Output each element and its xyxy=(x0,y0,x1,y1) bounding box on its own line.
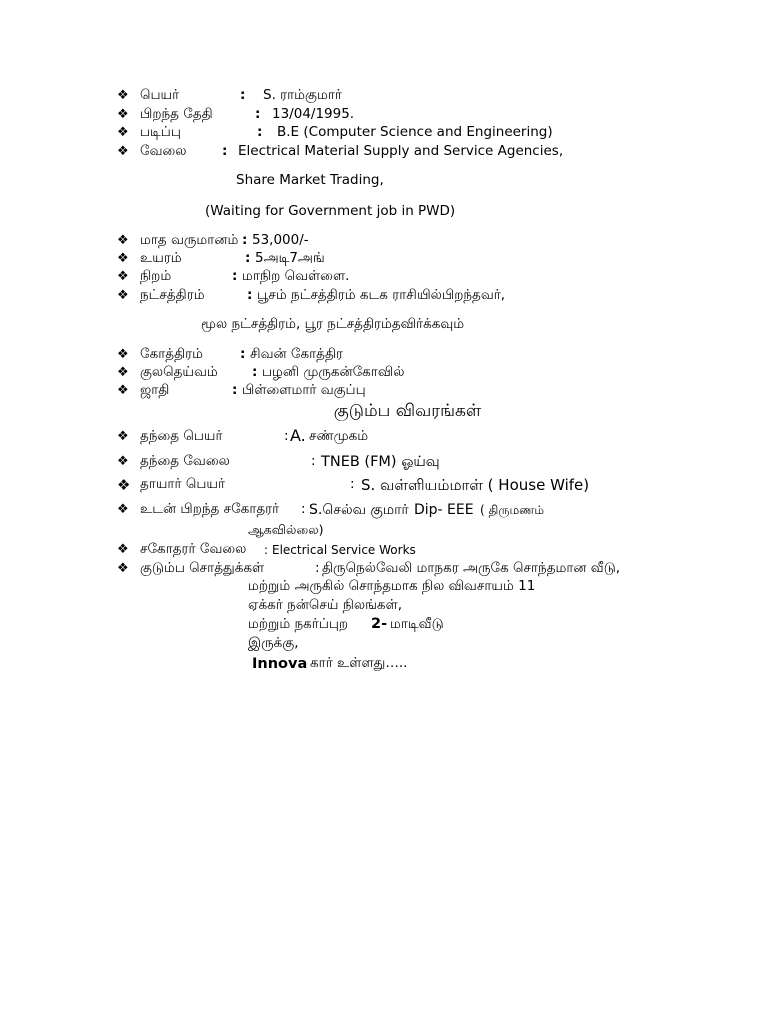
bullet-icon: ❖ xyxy=(117,347,129,362)
mother-label: தாயார் பெயர் xyxy=(140,476,226,492)
deity-value: பழனி முருகன்கோவில் xyxy=(262,364,405,380)
name-value: S. ராம்குமார் xyxy=(263,87,342,103)
colon: : xyxy=(240,346,246,362)
assets-line-3: ஏக்கர் நன்செய் நிலங்கள், xyxy=(248,597,403,613)
education-value: B.E (Computer Science and Engineering) xyxy=(277,124,553,140)
list-item xyxy=(0,478,768,496)
car-model: Innova xyxy=(252,656,308,672)
colon: : xyxy=(350,476,355,492)
job-value: Electrical Material Supply and Service Agencies, xyxy=(238,143,564,159)
brother-job-label: சகோதரர் வேலை xyxy=(140,541,247,557)
gothram-label: கோத்திரம் xyxy=(140,346,203,362)
complexion-value: மாநிற வெள்ளை. xyxy=(242,268,350,284)
star-value: பூசம் நட்சத்திரம் கடக ராசியில்பிறந்தவர், xyxy=(257,287,506,303)
list-item xyxy=(0,108,768,124)
colon: : xyxy=(247,287,253,303)
colon: : xyxy=(232,382,238,398)
colon: : xyxy=(240,87,246,103)
gothram-value: சிவன் கோத்திர xyxy=(250,346,343,362)
bullet-icon: ❖ xyxy=(117,454,129,469)
colon: : xyxy=(257,124,263,140)
bullet-icon: ❖ xyxy=(117,502,129,517)
colon: : xyxy=(311,453,316,469)
deity-label: குலதெய்வம் xyxy=(140,364,218,380)
car-text: கார் உள்ளது….. xyxy=(310,655,408,671)
bullet-icon: ❖ xyxy=(117,125,129,140)
assets-floor-count: 2- xyxy=(371,616,388,632)
colon: : xyxy=(301,501,306,517)
colon: : xyxy=(245,250,251,266)
list-item xyxy=(0,252,768,268)
assets-line-1: திருநெல்வேலி மாநகர அருகே சொந்தமான வீடு, xyxy=(322,560,621,576)
colon: : xyxy=(252,364,258,380)
brother-qualification: Dip- EEE xyxy=(414,502,474,518)
list-item xyxy=(0,366,768,382)
list-item xyxy=(0,289,768,305)
income-label: மாத வருமானம் xyxy=(140,232,239,248)
name-label: பெயர் xyxy=(140,87,180,103)
job-label: வேலை xyxy=(140,143,187,159)
dob-value: 13/04/1995. xyxy=(272,106,355,122)
colon: : xyxy=(242,232,248,248)
brother-label: உடன் பிறந்த சகோதரர் xyxy=(140,501,280,517)
list-item xyxy=(0,270,768,286)
list-item xyxy=(0,455,768,473)
list-item xyxy=(0,234,768,250)
education-label: படிப்பு xyxy=(140,124,181,140)
assets-line-6 xyxy=(252,657,552,675)
complexion-label: நிறம் xyxy=(140,268,172,284)
father-value: சண்முகம் xyxy=(309,428,369,444)
brother-marital-note: ( திருமணம் xyxy=(480,503,545,517)
bullet-icon: ❖ xyxy=(117,383,129,398)
father-job-value: TNEB (FM) ஓய்வு xyxy=(321,454,440,470)
height-label: உயரம் xyxy=(140,250,182,266)
caste-label: ஜாதி xyxy=(140,382,170,398)
list-item xyxy=(0,426,768,448)
father-job-label: தந்தை வேலை xyxy=(140,453,230,469)
family-heading: குடும்ப விவரங்கள் xyxy=(333,401,482,421)
height-value: 5அடி7அங் xyxy=(255,250,325,266)
bullet-icon: ❖ xyxy=(117,233,129,248)
bullet-icon: ❖ xyxy=(117,88,129,103)
assets-line-4-text: மற்றும் நகர்ப்புற xyxy=(248,616,349,632)
income-value: 53,000/- xyxy=(252,232,309,248)
list-item xyxy=(0,126,768,142)
list-item xyxy=(0,145,768,161)
bullet-icon: ❖ xyxy=(117,476,131,494)
list-item xyxy=(0,562,768,578)
star-label: நட்சத்திரம் xyxy=(140,287,205,303)
list-item xyxy=(0,89,768,105)
caste-value: பிள்ளைமார் வகுப்பு xyxy=(242,382,366,398)
bullet-icon: ❖ xyxy=(117,561,129,576)
colon: : xyxy=(255,106,261,122)
colon: : xyxy=(284,428,289,444)
bullet-icon: ❖ xyxy=(117,144,129,159)
colon: : xyxy=(232,268,238,284)
star-extra-line: மூல நட்சத்திரம், பூர நட்சத்திரம்தவிர்க்கவும் xyxy=(201,316,465,332)
assets-line-2: மற்றும் அருகில் சொந்தமாக நில விவசாயம் 11 xyxy=(248,578,536,594)
brother-value: S.செல்வ குமார் xyxy=(309,502,409,518)
list-item xyxy=(0,503,768,521)
bullet-icon: ❖ xyxy=(117,542,129,557)
colon: : xyxy=(315,560,320,576)
list-item xyxy=(0,543,768,559)
bullet-icon: ❖ xyxy=(117,251,129,266)
assets-line-4-suffix: மாடிவீடு xyxy=(390,616,444,632)
bullet-icon: ❖ xyxy=(117,269,129,284)
list-item xyxy=(0,348,768,364)
assets-line-4 xyxy=(248,618,548,636)
bullet-icon: ❖ xyxy=(117,365,129,380)
father-label: தந்தை பெயர் xyxy=(140,428,223,444)
mother-value: S. வள்ளியம்மாள் ( House Wife) xyxy=(361,476,590,494)
colon: : xyxy=(222,143,228,159)
bullet-icon: ❖ xyxy=(117,107,129,122)
assets-label: குடும்ப சொத்துக்கள் xyxy=(140,560,265,576)
brother-marital-note-cont: ஆகவில்லை) xyxy=(248,522,324,537)
job-extra-line: Share Market Trading, xyxy=(236,172,384,188)
list-item xyxy=(0,384,768,400)
bullet-icon: ❖ xyxy=(117,429,129,444)
bullet-icon: ❖ xyxy=(117,288,129,303)
dob-label: பிறந்த தேதி xyxy=(140,106,213,122)
colon: : xyxy=(264,543,269,557)
father-initial: A. xyxy=(290,426,306,445)
brother-job-value: Electrical Service Works xyxy=(272,543,416,557)
job-extra-line: (Waiting for Government job in PWD) xyxy=(205,203,456,219)
assets-line-5: இருக்கு, xyxy=(248,635,299,651)
